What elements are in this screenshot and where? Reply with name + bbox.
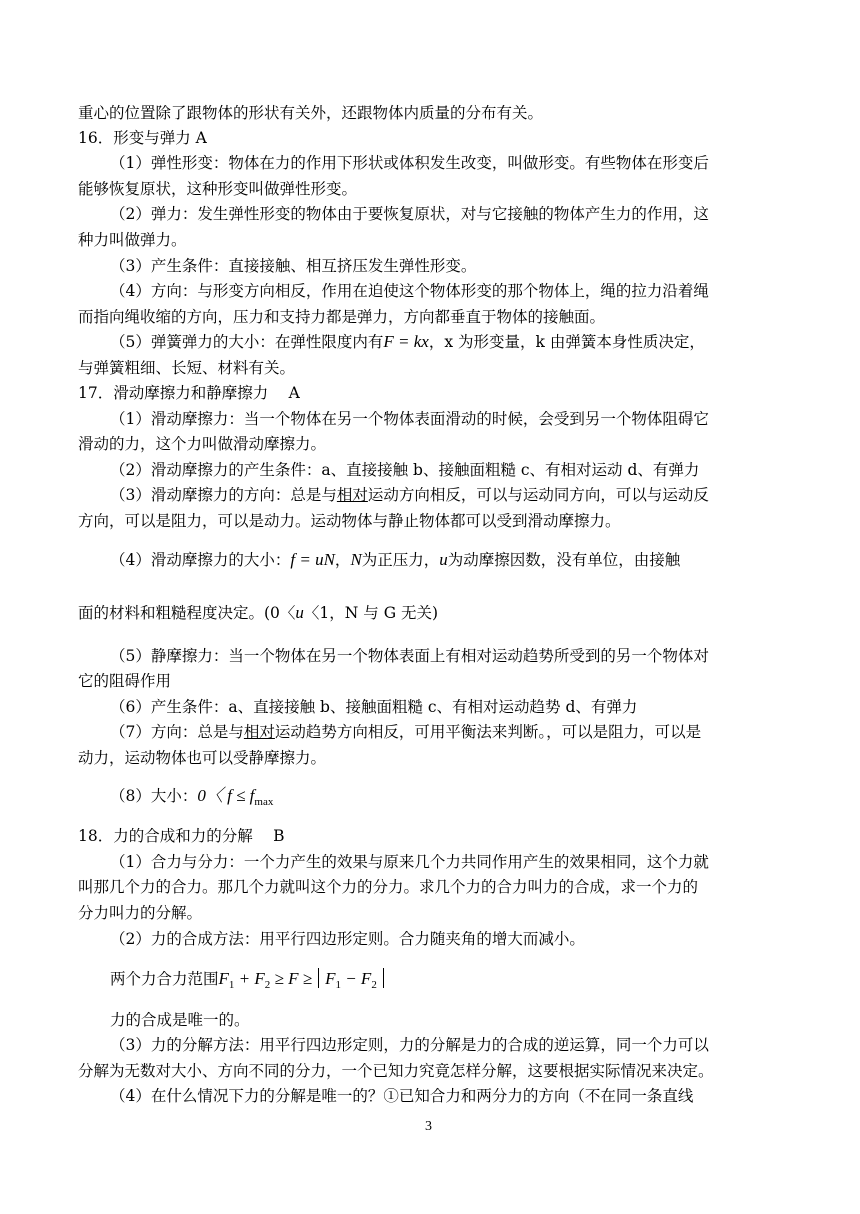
subscript-max: max (254, 796, 274, 808)
text-line: 分解为无数对大小、方向不同的分力，一个已知力究竟怎样分解，这要根据实际情况来决定。 (78, 1062, 714, 1080)
text-span: 两个力合力范围 (110, 970, 219, 988)
symbol-u: u (295, 603, 304, 622)
symbol-n: N (350, 550, 362, 569)
text-span: （8）大小： (110, 787, 198, 805)
text-line: （5）静摩擦力：当一个物体在另一个物体表面上有相对运动趋势所受到的另一个物体对 (110, 647, 709, 665)
subscript: 2 (371, 979, 377, 991)
text-line: （6）产生条件：a、直接接触 b、接触面粗糙 c、有相对运动趋势 d、有弹力 (110, 698, 638, 716)
formula-part: F (325, 969, 336, 988)
text-span: ，x 为形变量，k 由弹簧本身性质决定， (428, 333, 705, 351)
text-line: 能够恢复原状，这种形变叫做弹性形变。 (78, 180, 358, 198)
text-line: 种力叫做弹力。 (78, 231, 187, 249)
text-line-friction-magnitude (110, 550, 680, 570)
text-line-resultant-range (110, 968, 390, 995)
text-span: 为正压力， (361, 551, 440, 569)
text-span: 面的材料和粗糙程度决定。(0〈 (78, 604, 296, 622)
text-line: 力的合成是唯一的。 (110, 1011, 250, 1029)
text-line: （1）合力与分力：一个力产生的效果与原来几个力共同作用产生的效果相同，这个力就 (110, 853, 709, 871)
text-span: 为动摩擦因数，没有单位，由接触 (447, 551, 681, 569)
text-line: （3）产生条件：直接接触、相互挤压发生弹性形变。 (110, 257, 477, 275)
text-span: （5）弹簧弹力的大小：在弹性限度内有 (110, 333, 384, 351)
text-line: （4）在什么情况下力的分解是唯一的？①已知合力和两分力的方向（不在同一条直线 (110, 1087, 694, 1105)
formula-part: ≥ F ≥ (270, 969, 313, 988)
page-number: 3 (425, 1119, 432, 1134)
subscript: 1 (335, 979, 341, 991)
text-line: （2）滑动摩擦力的产生条件：a、直接接触 b、接触面粗糙 c、有相对运动 d、有弹力 (110, 461, 700, 479)
text-line: 叫那几个力的合力。那几个力就叫这个力的分力。求几个力的合力叫力的合成，求一个力的 (78, 878, 699, 896)
text-span: ， (334, 551, 351, 569)
abs-bar-left (318, 968, 319, 988)
text-span: 运动方向相反，可以与运动同方向，可以与运动反 (367, 486, 709, 504)
formula-part: F (218, 969, 229, 988)
text-line: 滑动的力，这个力叫做滑动摩擦力。 (78, 435, 327, 453)
text-line: 与弹簧粗细、长短、材料有关。 (78, 359, 296, 377)
text-line: （2）弹力：发生弹性形变的物体由于要恢复原状，对与它接触的物体产生力的作用，这 (110, 205, 709, 223)
section-heading-16: 16．形变与弹力 A (78, 129, 207, 147)
section-heading-17: 17．滑动摩擦力和静摩擦力 A (78, 384, 300, 402)
text-line: （3）力的分解方法：用平行四边形定则，力的分解是力的合成的逆运算，同一个力可以 (110, 1036, 709, 1054)
text-line: （1）滑动摩擦力：当一个物体在另一个物体表面滑动的时候，会受到另一个物体阻碍它 (110, 410, 709, 428)
text-line: 方向，可以是阻力，可以是动力。运动物体与静止物体都可以受到滑动摩擦力。 (78, 512, 621, 530)
text-span: （3）滑动摩擦力的方向：总是与 (110, 486, 337, 504)
text-line: （2）力的合成方法：用平行四边形定则。合力随夹角的增大而减小。 (110, 930, 585, 948)
text-line-static-magnitude (110, 786, 273, 812)
text-line: 而指向绳收缩的方向，压力和支持力都是弹力，方向都垂直于物体的接触面。 (78, 308, 606, 326)
subscript: 1 (228, 979, 235, 991)
text-span: （7）方向：总是与 (110, 723, 244, 741)
text-line-direction (110, 485, 709, 505)
text-line-static-direction (110, 722, 701, 742)
text-span: 运动趋势方向相反，可用平衡法来判断。，可以是阻力，可以是 (274, 723, 702, 741)
text-line-hooke (110, 332, 705, 352)
abs-bar-right (383, 968, 384, 988)
section-heading-18: 18．力的合成和力的分解 B (78, 827, 285, 845)
symbol-u: u (439, 550, 448, 569)
text-line: 分力叫力的分解。 (78, 904, 203, 922)
text-line-range (78, 603, 438, 623)
text-line: （1）弹性形变：物体在力的作用下形状或体积发生改变，叫做形变。有些物体在形变后 (110, 154, 709, 172)
formula-part: + F (234, 969, 265, 988)
formula-static: 0〈 f ≤ f (197, 786, 255, 805)
text-span: （4）滑动摩擦力的大小： (110, 551, 291, 569)
underlined-text: 相对 (336, 486, 368, 504)
subscript: 2 (264, 979, 271, 991)
formula-friction: f = uN (290, 550, 335, 569)
formula-part: − F (340, 969, 372, 988)
text-line: 重心的位置除了跟物体的形状有关外，还跟物体内质量的分布有关。 (78, 104, 544, 122)
text-line: 动力，运动物体也可以受静摩擦力。 (78, 749, 327, 767)
text-line: （4）方向：与形变方向相反，作用在迫使这个物体形变的那个物体上，绳的拉力沿着绳 (110, 282, 709, 300)
text-span: 〈1，N 与 G 无关) (303, 604, 439, 622)
formula-hooke: F = kx (383, 332, 429, 351)
text-line: 它的阻碍作用 (78, 672, 172, 690)
underlined-text: 相对 (243, 723, 275, 741)
